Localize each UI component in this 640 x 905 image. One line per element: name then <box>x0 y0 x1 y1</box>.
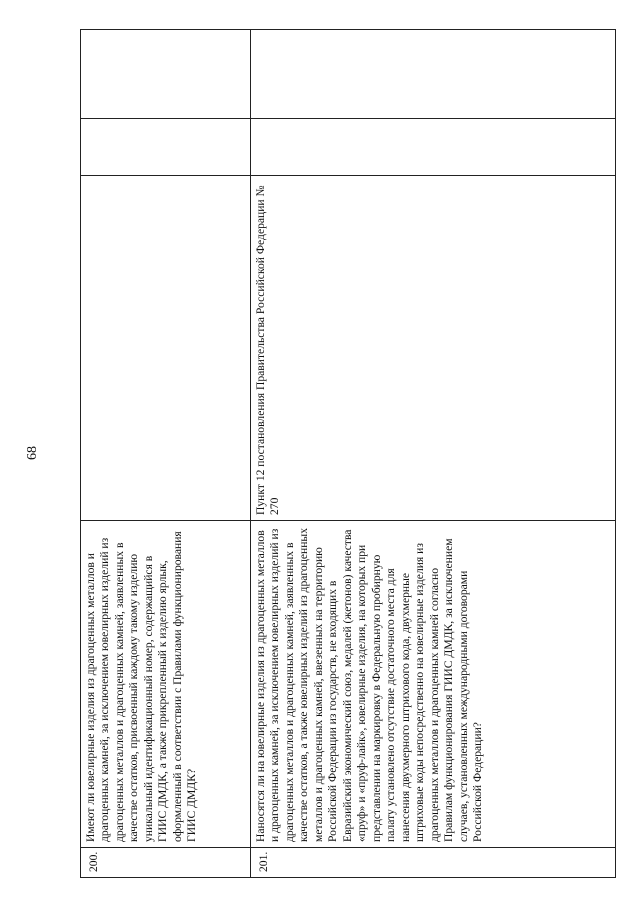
checklist-table <box>80 29 616 878</box>
page-number <box>18 0 48 905</box>
reference-text <box>81 176 251 521</box>
row-number: 200. <box>81 848 251 878</box>
row-number: 201. <box>251 848 616 878</box>
answer-cell-b <box>81 30 251 119</box>
question-text: Имеют ли ювелирные изделия из драгоценных металлов и драгоценных камней, за исключением ювелирных изделий из драгоценных металлов и драгоценных камней, заявленных в качестве остатков, присвоенный каждому такому изделию уникальный идентификационный номер, содержащийся в ГИИС ДМДК, а также прикрепленный к изделию ярлык, оформленный в соответствии с Правилами функционирования ГИИС ДМДК? <box>81 521 251 848</box>
reference-text: Пункт 12 постановления Правительства Российской Федерации № 270 <box>251 176 616 521</box>
answer-cell-a <box>81 119 251 176</box>
rotated-table-wrapper <box>80 30 615 878</box>
answer-cell-a <box>251 119 616 176</box>
answer-cell-b <box>251 30 616 119</box>
table-row <box>251 30 616 878</box>
table-row <box>81 30 251 878</box>
question-text: Наносятся ли на ювелирные изделия из драгоценных металлов и драгоценных камней, за исключением ювелирных изделий из драгоценных металлов и драгоценных камней, заявленных в качестве остатков, а также ювелирных изделий из драгоценных металлов и драгоценных камней, ввезенных на территорию Российской Федерации из государств, не входящих в Евразийский экономический союз, медалей (жетонов) качества «пруф» и «пруф-лайк», ювелирные изделия, на которых при представлении на маркировку в Федеральную пробирную палату установлено отсутствие достаточного места для нанесения двухмерного штрихового кода, двухмерные штриховые коды непосредственно на ювелирные изделия из драгоценных металлов и драгоценных камней согласно Правилам функционирования ГИИС ДМДК, за исключением случаев, установленных международными договорами Российской Федерации? <box>251 521 616 848</box>
page-number-text: 68 <box>25 445 40 460</box>
